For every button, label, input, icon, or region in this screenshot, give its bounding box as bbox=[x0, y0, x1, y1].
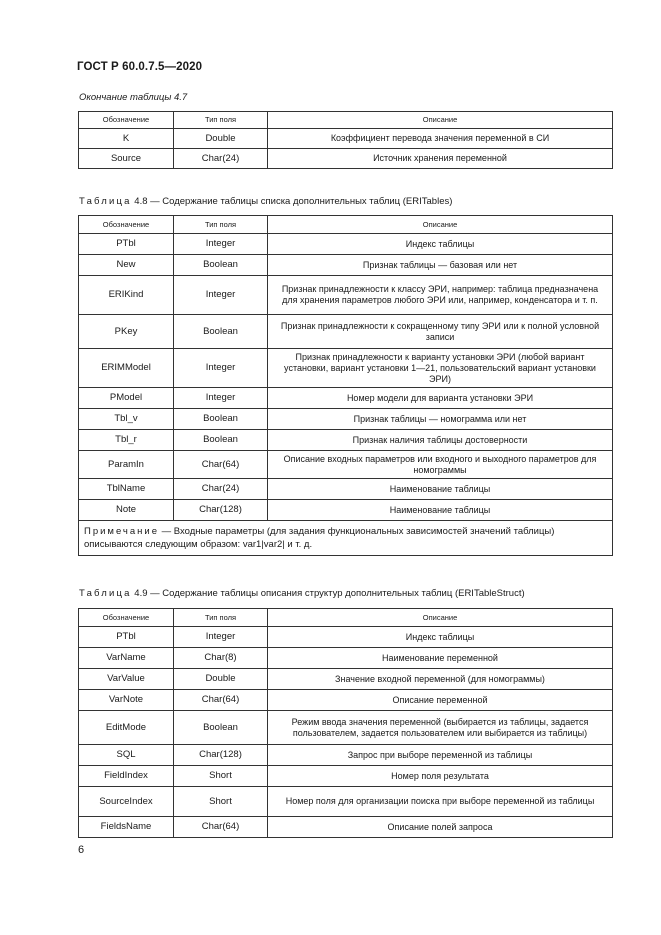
field-name-cell: ERIMModel bbox=[79, 349, 174, 388]
field-type-cell: Integer bbox=[174, 627, 268, 648]
field-name-cell: Tbl_v bbox=[79, 409, 174, 430]
field-description-cell: Источник хранения переменной bbox=[268, 149, 613, 169]
column-header-designation: Обозначение bbox=[79, 216, 174, 234]
field-name-cell: VarNote bbox=[79, 690, 174, 711]
table-row bbox=[79, 255, 613, 276]
field-description-cell: Признак принадлежности к сокращенному типу ЭРИ или к полной условной записи bbox=[268, 315, 613, 349]
table-row bbox=[79, 349, 613, 388]
table-header-row bbox=[79, 112, 613, 129]
field-name-cell: VarName bbox=[79, 648, 174, 669]
field-description-cell: Запрос при выборе переменной из таблицы bbox=[268, 745, 613, 766]
column-header-designation: Обозначение bbox=[79, 112, 174, 129]
table-row bbox=[79, 627, 613, 648]
column-header-designation: Обозначение bbox=[79, 609, 174, 627]
table-4-8 bbox=[78, 215, 613, 556]
table-row bbox=[79, 690, 613, 711]
table-note bbox=[79, 521, 613, 556]
table-note-row bbox=[79, 521, 613, 556]
table-4-9 bbox=[78, 608, 613, 838]
field-description-cell: Номер поля результата bbox=[268, 766, 613, 787]
table-row bbox=[79, 129, 613, 149]
field-type-cell: Boolean bbox=[174, 711, 268, 745]
table-row bbox=[79, 817, 613, 838]
field-type-cell: Char(8) bbox=[174, 648, 268, 669]
field-type-cell: Char(128) bbox=[174, 500, 268, 521]
field-name-cell: Note bbox=[79, 500, 174, 521]
column-header-description: Описание bbox=[268, 609, 613, 627]
field-description-cell: Признак таблицы — базовая или нет bbox=[268, 255, 613, 276]
field-description-cell: Признак таблицы — номограмма или нет bbox=[268, 409, 613, 430]
table-row bbox=[79, 669, 613, 690]
field-name-cell: New bbox=[79, 255, 174, 276]
field-type-cell: Boolean bbox=[174, 315, 268, 349]
field-description-cell: Номер модели для варианта установки ЭРИ bbox=[268, 388, 613, 409]
field-name-cell: PTbl bbox=[79, 627, 174, 648]
field-type-cell: Integer bbox=[174, 349, 268, 388]
field-type-cell: Boolean bbox=[174, 430, 268, 451]
field-name-cell: K bbox=[79, 129, 174, 149]
field-description-cell: Признак принадлежности к варианту установки ЭРИ (любой вариант установки, вариант установки 1—21, пользовательский вариант установки ЭРИ) bbox=[268, 349, 613, 388]
table-row bbox=[79, 500, 613, 521]
table-row bbox=[79, 315, 613, 349]
table-row bbox=[79, 451, 613, 479]
table-4-8-caption bbox=[79, 196, 452, 207]
field-description-cell: Индекс таблицы bbox=[268, 234, 613, 255]
field-type-cell: Boolean bbox=[174, 255, 268, 276]
document-header: ГОСТ Р 60.0.7.5—2020 bbox=[77, 61, 203, 73]
field-description-cell: Индекс таблицы bbox=[268, 627, 613, 648]
caption-text: 4.9 — Содержание таблицы описания структур дополнительных таблиц (ERITableStruct) bbox=[134, 588, 525, 599]
field-description-cell: Коэффициент перевода значения переменной в СИ bbox=[268, 129, 613, 149]
field-description-cell: Признак наличия таблицы достоверности bbox=[268, 430, 613, 451]
field-name-cell: SQL bbox=[79, 745, 174, 766]
table-row bbox=[79, 388, 613, 409]
field-name-cell: VarValue bbox=[79, 669, 174, 690]
field-name-cell: PTbl bbox=[79, 234, 174, 255]
note-label: Примечание bbox=[84, 526, 159, 537]
field-description-cell: Признак принадлежности к классу ЭРИ, например: таблица предназначена для хранения параметров любого ЭРИ или, например, конденсатора и т. п. bbox=[268, 276, 613, 315]
field-type-cell: Boolean bbox=[174, 409, 268, 430]
field-description-cell: Наименование таблицы bbox=[268, 500, 613, 521]
table-row bbox=[79, 479, 613, 500]
field-name-cell: FieldIndex bbox=[79, 766, 174, 787]
table-row bbox=[79, 430, 613, 451]
field-description-cell: Описание входных параметров или входного и выходного параметров для номограммы bbox=[268, 451, 613, 479]
field-name-cell: EditMode bbox=[79, 711, 174, 745]
field-name-cell: Source bbox=[79, 149, 174, 169]
field-type-cell: Integer bbox=[174, 276, 268, 315]
table-row bbox=[79, 766, 613, 787]
field-description-cell: Описание полей запроса bbox=[268, 817, 613, 838]
field-name-cell: ParamIn bbox=[79, 451, 174, 479]
note-text: — Входные параметры (для задания функциональных зависимостей значений таблицы) описываются следующим образом: var1|var2| и т. д. bbox=[84, 526, 555, 550]
field-name-cell: SourceIndex bbox=[79, 787, 174, 817]
field-description-cell: Наименование таблицы bbox=[268, 479, 613, 500]
column-header-field-type: Тип поля bbox=[174, 112, 268, 129]
column-header-field-type: Тип поля bbox=[174, 216, 268, 234]
field-type-cell: Char(128) bbox=[174, 745, 268, 766]
table-row bbox=[79, 711, 613, 745]
table-row bbox=[79, 787, 613, 817]
table-row bbox=[79, 234, 613, 255]
table-header-row bbox=[79, 609, 613, 627]
field-description-cell: Номер поля для организации поиска при выборе переменной из таблицы bbox=[268, 787, 613, 817]
field-name-cell: Tbl_r bbox=[79, 430, 174, 451]
table-row bbox=[79, 409, 613, 430]
field-type-cell: Char(64) bbox=[174, 690, 268, 711]
field-type-cell: Double bbox=[174, 669, 268, 690]
column-header-description: Описание bbox=[268, 216, 613, 234]
field-type-cell: Double bbox=[174, 129, 268, 149]
field-type-cell: Char(64) bbox=[174, 817, 268, 838]
caption-text: 4.8 — Содержание таблицы списка дополнительных таблиц (ERITables) bbox=[134, 196, 453, 207]
page-number: 6 bbox=[78, 844, 85, 856]
table-row bbox=[79, 648, 613, 669]
caption-prefix: Таблица bbox=[79, 196, 132, 207]
field-description-cell: Описание переменной bbox=[268, 690, 613, 711]
field-name-cell: PModel bbox=[79, 388, 174, 409]
table-row bbox=[79, 745, 613, 766]
table-4-9-caption bbox=[79, 588, 525, 599]
table-4-7 bbox=[78, 111, 613, 169]
field-type-cell: Integer bbox=[174, 388, 268, 409]
column-header-description: Описание bbox=[268, 112, 613, 129]
field-description-cell: Наименование переменной bbox=[268, 648, 613, 669]
field-name-cell: FieldsName bbox=[79, 817, 174, 838]
table-row bbox=[79, 276, 613, 315]
field-type-cell: Char(24) bbox=[174, 149, 268, 169]
field-type-cell: Char(24) bbox=[174, 479, 268, 500]
field-description-cell: Режим ввода значения переменной (выбирается из таблицы, задается пользователем, задается пользователем или выбирается из таблицы) bbox=[268, 711, 613, 745]
field-name-cell: PKey bbox=[79, 315, 174, 349]
field-type-cell: Short bbox=[174, 766, 268, 787]
field-name-cell: TblName bbox=[79, 479, 174, 500]
table-row bbox=[79, 149, 613, 169]
field-type-cell: Short bbox=[174, 787, 268, 817]
table-4-7-caption: Окончание таблицы 4.7 bbox=[79, 92, 188, 103]
column-header-field-type: Тип поля bbox=[174, 609, 268, 627]
field-type-cell: Integer bbox=[174, 234, 268, 255]
caption-prefix: Таблица bbox=[79, 588, 132, 599]
field-description-cell: Значение входной переменной (для номограммы) bbox=[268, 669, 613, 690]
table-header-row bbox=[79, 216, 613, 234]
field-name-cell: ERIKind bbox=[79, 276, 174, 315]
field-type-cell: Char(64) bbox=[174, 451, 268, 479]
